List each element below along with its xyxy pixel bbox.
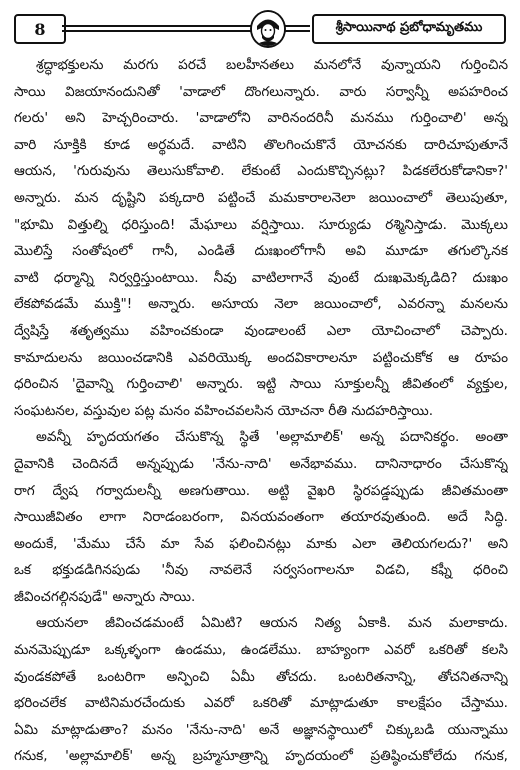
text-line: సాయిజీవితం లాగా నిరాడంబరంగా, వినయవంతంగా తయారవుతుంది. అదే సిద్ధి. xyxy=(14,509,508,526)
text-line: ఒక భక్తుడడిగినపుడు 'నీవు నావలెనే సర్వసంగాలనూ విడచి, కఫ్నీ ధరించి xyxy=(14,562,508,579)
text-line: అన్నారు. మన దృష్టిని పక్కదారి పట్టించే మమకారాలనెలా జయించాలో తెలుపుతూ, xyxy=(14,189,508,206)
text-line: ఆయనలా జీవించడమంటే ఏమిటి? ఆయన నిత్య ఏకాకి. మన మలాకాదు. xyxy=(36,615,508,632)
sai-baba-portrait-icon xyxy=(250,10,286,48)
paragraph xyxy=(14,52,508,424)
text-line: వారి సూక్తికి కూడ అర్థమదే. వాటిని తొలగించుకొనే యోచనకు దారిచూపుతూనే xyxy=(14,136,508,153)
text-line: అందుకే, 'మేము చేసే మా సేవ ఫలించినట్లు మాకు ఎలా తెలియగలదు?' అని xyxy=(14,535,508,552)
text-line: "భూమి విత్తుల్ని ధరిస్తుంది! మేఘాలు వర్షిస్తాయి. సూర్యుడు రశ్మినిస్తాడు. మొక్కలు xyxy=(14,216,508,233)
page-number: 8 xyxy=(14,14,66,44)
text-line: అవన్నీ హృదయగతం చేసుకొన్న స్థితే 'అల్లామాలిక్' అన్న పదానికర్థం. అంతా xyxy=(36,429,508,446)
text-line: ఆయన, 'గురువును తెలుసుకోవాలి. లేకుంటే ఎందుకొచ్చినట్లు? పిడకలేరుకోడానికా?' xyxy=(14,163,508,180)
text-line: ద్వేషిస్తే శతృత్వము వహించకుండా వుండాలంటే ఎలా యోచించాలో చెప్పారు. xyxy=(14,322,508,339)
book-title: శ్రీసాయినాథ ప్రబోధామృతము xyxy=(312,14,506,44)
text-line: మొలిస్తే సంతోషంలో గానీ, ఎండితే దుఃఖంలోగానీ అవి మూడూ తగుల్కొనక xyxy=(14,243,508,260)
text-line: రాగ ద్వేష గర్వాదులన్నీ అణగుతాయి. అట్టి వైఖరి స్థిరపడ్డప్పుడు జీవితమంతా xyxy=(14,482,508,499)
paragraph xyxy=(14,424,508,610)
text-line: వుండకపోతే ఒంటరిగా అన్పించి ఏమీ తోచదు. ఒంటరితనాన్ని, తోచనితనాన్ని xyxy=(14,668,508,685)
text-line: గనుక, 'అల్లామాలిక్' అన్న బ్రహ్మసూత్రాన్ని హృదయంలో ప్రతిష్ఠించుకోలేదు గనుక, xyxy=(14,748,508,765)
text-line: శ్రద్ధాభక్తులను మరగు పరచే బలహీనతలు మనలోనే వున్నాయని గుర్తించిన xyxy=(36,57,508,73)
paragraph xyxy=(14,610,508,770)
page-header xyxy=(14,10,506,46)
text-line: జీవించగల్గినపుడే" అన్నారు సాయి. xyxy=(14,588,196,605)
text-line: దైవానికి చెందినదే అన్నప్పుడు 'నేను-నాది' అనేభావము. దానినాధారం చేసుకొన్న xyxy=(14,455,508,472)
text-line: భరించలేక వాటినిమరచేందుకు ఎవరో ఒకరితో మాట్లాడుతూ కాలక్షేపం చేస్తాము. xyxy=(14,695,508,712)
text-line: సంఘటనల, వస్తువుల పట్ల మనం వహించవలసిన యోచనా రీతి నుదహరిస్తాయి. xyxy=(14,402,434,419)
text-line: వాటి ధర్మాన్ని నిర్వర్తిస్తుంటాయి. నీవు వాటిలాగానే వుంటే దుఃఖమెక్కడిది? దుఃఖం xyxy=(14,269,508,286)
text-line: సాయి విజయానందునితో 'వాడాలో దొంగలున్నారు. వారు సర్వాన్నీ అపహరించ xyxy=(14,83,508,100)
text-line: ధరించిన 'దైవాన్ని గుర్తించాలి' అన్నారు. ఇట్టి సాయి సూక్తులన్నీ జీవితంలో వ్యక్తుల, xyxy=(14,376,508,393)
text-line: మనమెప్పుడూ ఒక్కళ్ళంగా ఉండము, ఉండలేము. బాహ్యంగా ఎవరో ఒకరితో కలసి xyxy=(14,642,508,659)
text-line: ఏమి మాట్లాడుతాం? మనం 'నేను-నాది' అనే అజ్ఞానస్థాయిలో చిక్కుబడి యున్నాము xyxy=(14,721,508,738)
page-body xyxy=(14,52,508,770)
text-line: లేకపోవడమే ముక్తి"! అన్నారు. అసూయ నెలా జయించాలో, ఎవరన్నా మనలను xyxy=(14,296,508,313)
text-line: కామాదులను జయించడానికి ఎవరియొక్క అందవికారాలనూ పట్టించుకోక ఆ రూపం xyxy=(14,349,508,366)
text-line: గలరు' అని హెచ్చరించారు. 'వాడాలోని వారినందరినీ మనము గుర్తించాలి' అన్న xyxy=(14,110,508,127)
